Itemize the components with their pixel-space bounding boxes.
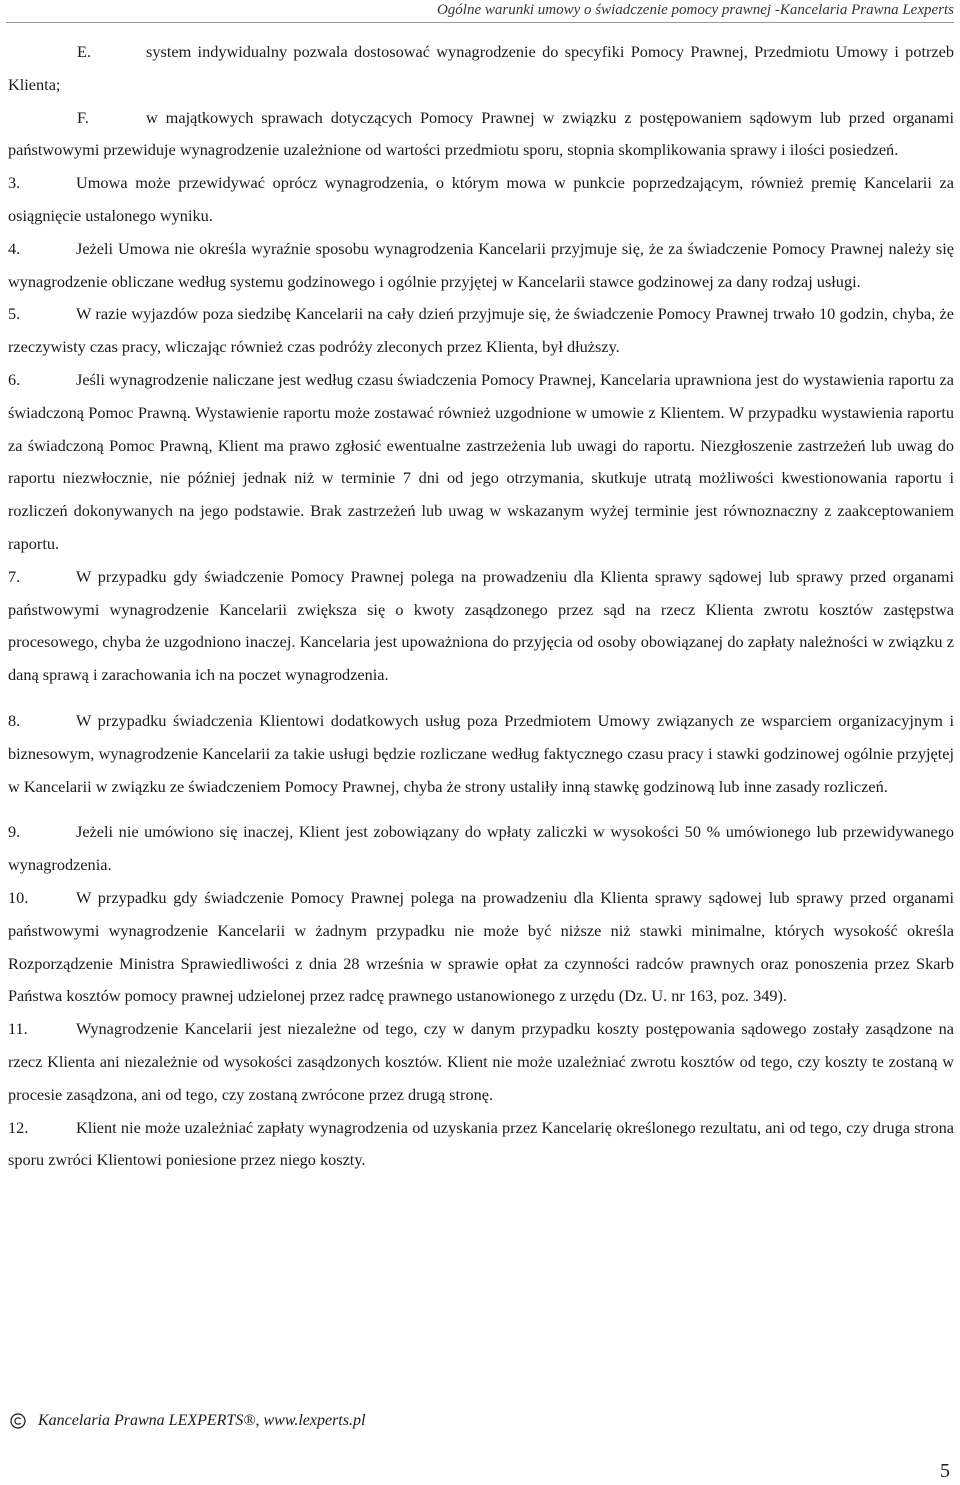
document-body [8, 36, 954, 1177]
copyright-icon [10, 1413, 26, 1429]
item-text: Jeżeli Umowa nie określa wyraźnie sposobu wynagrodzenia Kancelarii przyjmuje się, że za świadczenie Pomocy Prawnej należy się wynagrodzenie obliczane według systemu godzinowego i ogólnie przyjętej w Kancelarii stawce godzinowej za dany rodzaj usługi. [8, 238, 954, 291]
paragraph-12 [8, 1112, 954, 1178]
item-number: 7. [8, 566, 21, 586]
item-number: 12. [8, 1117, 29, 1137]
item-number: 9. [8, 822, 21, 842]
paragraph-6 [8, 364, 954, 561]
item-text: system indywidualny pozwala dostosować wynagrodzenie do specyfiki Pomocy Prawnej, Przedmiotu Umowy i potrzeb Klienta; [8, 42, 954, 94]
paragraph-7 [8, 561, 954, 692]
list-item-e [8, 36, 954, 102]
item-text: Umowa może przewidywać oprócz wynagrodzenia, o którym mowa w punkcie poprzedzającym, również premię Kancelarii za osiągnięcie ustalonego wyniku. [8, 173, 954, 225]
item-number: 6. [8, 369, 21, 389]
item-number: 5. [8, 304, 21, 324]
item-text: Wynagrodzenie Kancelarii jest niezależne od tego, czy w danym przypadku koszty postępowania sądowego zostały zasądzone na rzecz Klienta ani niezależnie od wysokości zasądzonych kosztów. Klient nie może uzależniać zwrotu kosztów od tego, czy koszty te zostaną w procesie zasądzona, ani od tego, czy zostaną zwrócone przez drugą stronę. [8, 1019, 954, 1104]
footer-text: Kancelaria Prawna LEXPERTS®, www.lexperts.pl [38, 1412, 366, 1429]
item-text: W razie wyjazdów poza siedzibę Kancelarii na cały dzień przyjmuje się, że świadczenie Pomocy Prawnej trwało 10 godzin, chyba, że rzeczywisty czas pracy, wliczając również czas podróży zleconych przez Klienta, był dłuższy. [8, 304, 954, 357]
item-label: F. [77, 107, 89, 127]
paragraph-11 [8, 1013, 954, 1111]
item-number: 10. [8, 887, 29, 907]
item-text: Jeśli wynagrodzenie naliczane jest według czasu świadczenia Pomocy Prawnej, Kancelaria uprawniona jest do wystawienia raportu za świadczoną Pomoc Prawną. Wystawienie raportu może zostawać również uzgodnione w umowie z Klientem. W przypadku wystawienia raportu za świadczoną Pomoc Prawną, Klient ma prawo zgłosić ewentualne zastrzeżenia lub uwagi do raportu. Niezgłoszenie zastrzeżeń lub uwag do raportu niezwłocznie, nie później jednak niż w terminie 7 dni od jego otrzymania, skutkuje utratą możliwości kwestionowania raportu i rozliczeń dokonywanych na jego podstawie. Brak zastrzeżeń lub uwag w wskazanym wyżej terminie jest równoznaczny z zaakceptowaniem raportu. [8, 369, 954, 553]
item-text: W przypadku gdy świadczenie Pomocy Prawnej polega na prowadzeniu dla Klienta sprawy sądowej lub sprawy przed organami państwowymi wynagrodzenie Kancelarii w żadnym przypadku nie może być niższe niż stawki minimalne, których wysokość określa Rozporządzenie Ministra Sprawiedliwości z dnia 28 września w sprawie opłat za czynności radców prawnych oraz ponoszenia przez Skarb Państwa kosztów pomocy prawnej udzielonej przez radcę prawnego ustanowionego z urzędu (Dz. U. nr 163, poz. 349). [8, 887, 954, 1006]
item-text: W przypadku gdy świadczenie Pomocy Prawnej polega na prowadzeniu dla Klienta sprawy sądowej lub sprawy przed organami państwowymi wynagrodzenie Kancelarii zwiększa się o kwoty zasądzonego przez sąd na rzecz Klienta zwrotu kosztów zastępstwa procesowego, chyba że uzgodniono inaczej. Kancelaria jest upoważniona do przyjęcia od osoby obowiązanej do zapłaty należności w związku z daną sprawą i zarachowania ich na poczet wynagrodzenia. [8, 566, 954, 685]
page-footer [10, 1412, 365, 1430]
list-item-f [8, 102, 954, 168]
paragraph-10 [8, 882, 954, 1013]
paragraph-3 [8, 167, 954, 233]
page-number: 5 [940, 1460, 950, 1482]
paragraph-8 [8, 705, 954, 803]
item-text: Klient nie może uzależniać zapłaty wynagrodzenia od uzyskania przez Kancelarię określonego rezultatu, ani od tego, czy druga strona sporu zwróci Klientowi poniesione przez niego koszty. [8, 1117, 954, 1170]
item-number: 4. [8, 238, 21, 258]
paragraph-4 [8, 233, 954, 299]
item-number: 11. [8, 1019, 28, 1039]
header-divider [6, 22, 954, 23]
paragraph-9 [8, 816, 954, 882]
item-number: 8. [8, 710, 21, 730]
paragraph-5 [8, 298, 954, 364]
running-header: Ogólne warunki umowy o świadczenie pomocy prawnej -Kancelaria Prawna Lexperts [436, 2, 954, 18]
item-number: 3. [8, 173, 21, 193]
item-text: W przypadku świadczenia Klientowi dodatkowych usług poza Przedmiotem Umowy związanych ze wsparciem organizacyjnym i biznesowym, wynagrodzenie Kancelarii za takie usługi będzie rozliczane według faktycznego czasu pracy i stawki godzinowej ogólnie przyjętej w Kancelarii w związku ze świadczeniem Pomocy Prawnej, chyba że strony ustaliły inną stawkę godzinową lub inne zasady rozliczeń. [8, 710, 954, 796]
item-label: E. [77, 42, 92, 61]
item-text: w majątkowych sprawach dotyczących Pomocy Prawnej w związku z postępowaniem sądowym lub przed organami państwowymi przewiduje wynagrodzenie uzależnione od wartości przedmiotu sporu, stopnia skomplikowania sprawy i ilości posiedzeń. [8, 107, 954, 160]
item-text: Jeżeli nie umówiono się inaczej, Klient jest zobowiązany do wpłaty zaliczki w wysokości 50 % umówionego lub przewidywanego wynagrodzenia. [8, 822, 954, 875]
